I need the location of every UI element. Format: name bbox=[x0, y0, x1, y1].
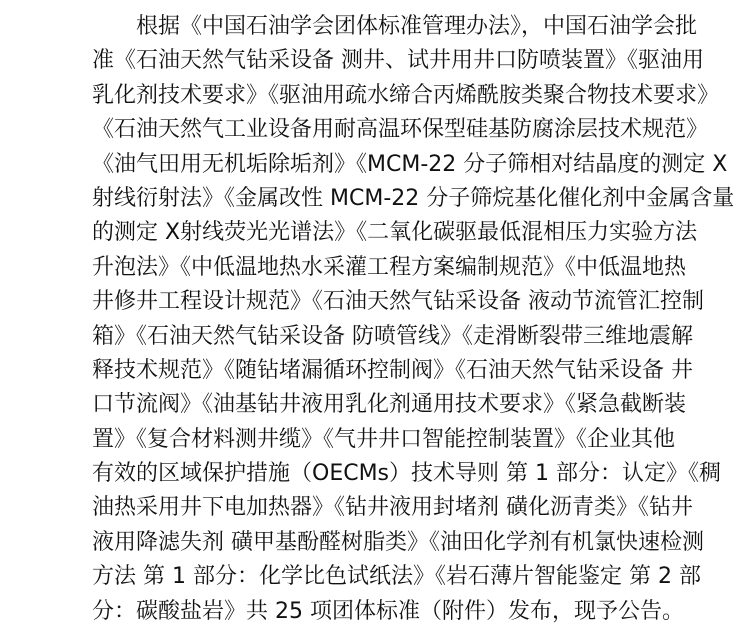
paragraph-line-12: 口节流阀》《油基钻井液用乳化剂通用技术要求》《紧急截断装 bbox=[92, 392, 687, 418]
paragraph-line-10: 箱》《石油天然气钻采设备 防喷管线》《走滑断裂带三维地震解 bbox=[92, 323, 693, 349]
paragraph-line-6: 射线衍射法》《金属改性 MCM-22 分子筛烷基化催化剂中金属含量 bbox=[92, 185, 735, 211]
announcement-paragraph bbox=[92, 10, 735, 629]
paragraph-line-17: 方法 第 1 部分：化学比色试纸法》《岩石薄片智能鉴定 第 2 部 bbox=[92, 564, 701, 590]
paragraph-line-4: 《石油天然气工业设备用耐高温环保型硅基防腐涂层技术规范》 bbox=[92, 117, 709, 143]
paragraph-line-7: 的测定 X射线荧光光谱法》《二氧化碳驱最低混相压力实验方法 bbox=[92, 220, 698, 246]
paragraph-line-8: 升泡法》《中低温地热水采灌工程方案编制规范》《中低温地热 bbox=[92, 254, 687, 280]
paragraph-line-16: 液用降滤失剂 磺甲基酚醛树脂类》《油田化学剂有机氯快速检测 bbox=[92, 529, 704, 555]
paragraph-line-1: 根据《中国石油学会团体标准管理办法》，中国石油学会批 bbox=[136, 14, 698, 39]
paragraph-line-14: 有效的区域保护措施（OECMs）技术导则 第 1 部分：认定》《稠 bbox=[92, 461, 721, 487]
paragraph-line-13: 置》《复合材料测井缆》《气井井口智能控制装置》《企业其他 bbox=[92, 426, 676, 452]
paragraph-line-3: 乳化剂技术要求》《驱油用疏水缔合丙烯酰胺类聚合物技术要求》 bbox=[92, 82, 720, 108]
paragraph-line-18: 分：碳酸盐岩》共 25 项团体标准（附件）发布，现予公告。 bbox=[92, 598, 684, 624]
paragraph-line-9: 井修井工程设计规范》《石油天然气钻采设备 液动节流管汇控制 bbox=[92, 289, 704, 315]
paragraph-line-5: 《油气田用无机垢除垢剂》《MCM-22 分子筛相对结晶度的测定 X bbox=[92, 151, 728, 177]
paragraph-line-15: 油热采用井下电加热器》《钻井液用封堵剂 磺化沥青类》《钻井 bbox=[92, 495, 693, 521]
paragraph-line-2: 准《石油天然气钻采设备 测井、试井用井口防喷装置》《驱油用 bbox=[92, 48, 704, 74]
paragraph-line-11: 释技术规范》《随钻堵漏循环控制阀》《石油天然气钻采设备 井 bbox=[92, 357, 693, 383]
